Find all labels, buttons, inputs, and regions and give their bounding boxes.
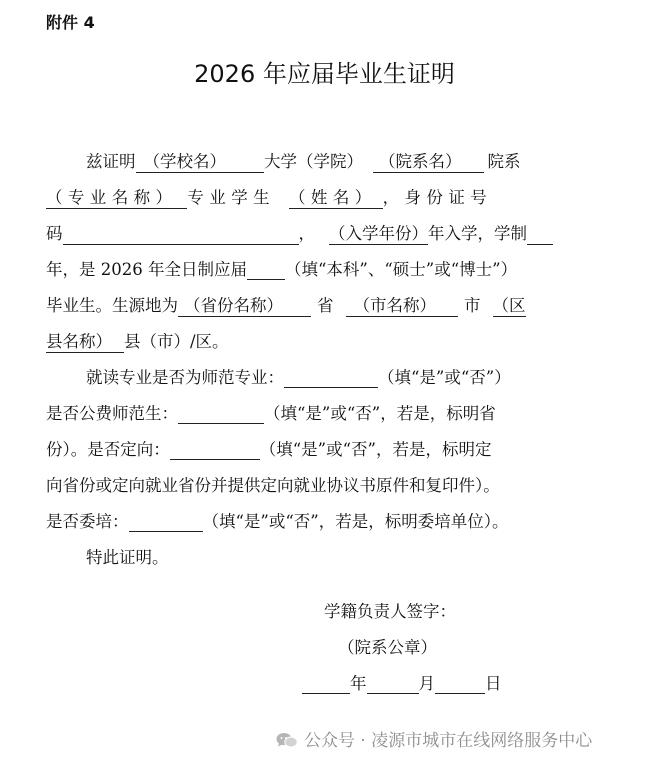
text: 码 [46,224,63,243]
watermark-text: 公众号 · 凌源市城市在线网络服务中心 [304,731,593,751]
city-name-field[interactable]: （市名称） [346,296,459,317]
public-funded-field[interactable] [178,403,264,424]
text: 县（市）/区。 [124,332,229,351]
directed-field[interactable] [170,439,260,460]
para1-line5 [46,292,526,317]
text: （填“是”或“否”，若是，标明省 [264,404,496,423]
text: 市 [464,296,481,315]
student-name-field[interactable]: （姓名） [289,188,383,209]
text: （填“是”或“否”） [378,368,511,387]
para1-line6 [46,328,229,353]
closing-text: 特此证明。 [86,548,169,567]
para1-line3 [46,220,553,245]
para2-line2 [46,400,496,424]
para2-line4 [46,472,500,496]
text: 是否委培： [46,512,129,531]
enrollment-year-field[interactable]: （入学年份） [329,224,428,243]
text: 年，是 2026 年全日制应届 [46,260,247,279]
degree-field[interactable] [247,259,285,280]
text: 是否公费师范生： [46,404,178,423]
text: 份）。是否定向： [46,440,170,459]
para1-line1 [86,148,521,173]
attachment-label: 附件 4 [46,13,95,32]
text: （填“是”或“否”，若是，标明定 [259,440,492,459]
text: 省 [317,296,334,315]
text: 大学（学院） [264,152,363,171]
day-field[interactable] [435,673,485,694]
text: 就读专业是否为师范专业： [86,368,284,387]
text: 年入学，学制 [428,224,527,243]
school-name-field[interactable]: （学校名） [136,152,265,173]
para2-line1 [86,364,511,388]
text: 年 [350,674,367,693]
watermark [276,726,592,751]
month-field[interactable] [367,673,419,694]
text: ，身份证号 [382,188,493,207]
major-name-field[interactable]: （专业名称） [46,188,187,209]
date-line [302,670,502,694]
county-name-field[interactable]: （区 [492,296,526,315]
normal-major-field[interactable] [284,367,378,388]
text: 院系 [487,152,521,171]
text: （填“本科”、“硕士”或“博士”） [284,260,518,279]
para2-line5 [46,508,509,532]
text: 毕业生。生源地为 [46,296,178,315]
wechat-icon [276,732,298,748]
department-name-field[interactable]: （院系名） [373,152,484,173]
seal-label: （院系公章） [338,638,437,657]
text: 专业学生 [187,188,276,207]
text: 兹证明 [86,152,136,171]
county-name-field-cont[interactable]: 县名称） [46,332,124,353]
text: （填“是”或“否”，若是，标明委培单位）。 [202,512,509,531]
text: 月 [418,674,435,693]
para2-line3 [46,436,492,460]
text: 向省份或定向就业省份并提供定向就业协议书原件和复印件）。 [46,476,500,495]
id-number-field[interactable] [63,224,299,245]
document-title: 2026 年应届毕业生证明 [194,60,455,88]
province-name-field[interactable]: （省份名称） [178,296,311,317]
signer-label: 学籍负责人签字： [324,602,456,621]
study-length-field[interactable] [527,224,553,245]
commissioned-field[interactable] [129,511,203,532]
para1-line4 [46,256,517,280]
year-field[interactable] [302,673,350,694]
text: ， [298,224,315,243]
text: 日 [485,674,502,693]
para1-line2 [46,184,492,209]
